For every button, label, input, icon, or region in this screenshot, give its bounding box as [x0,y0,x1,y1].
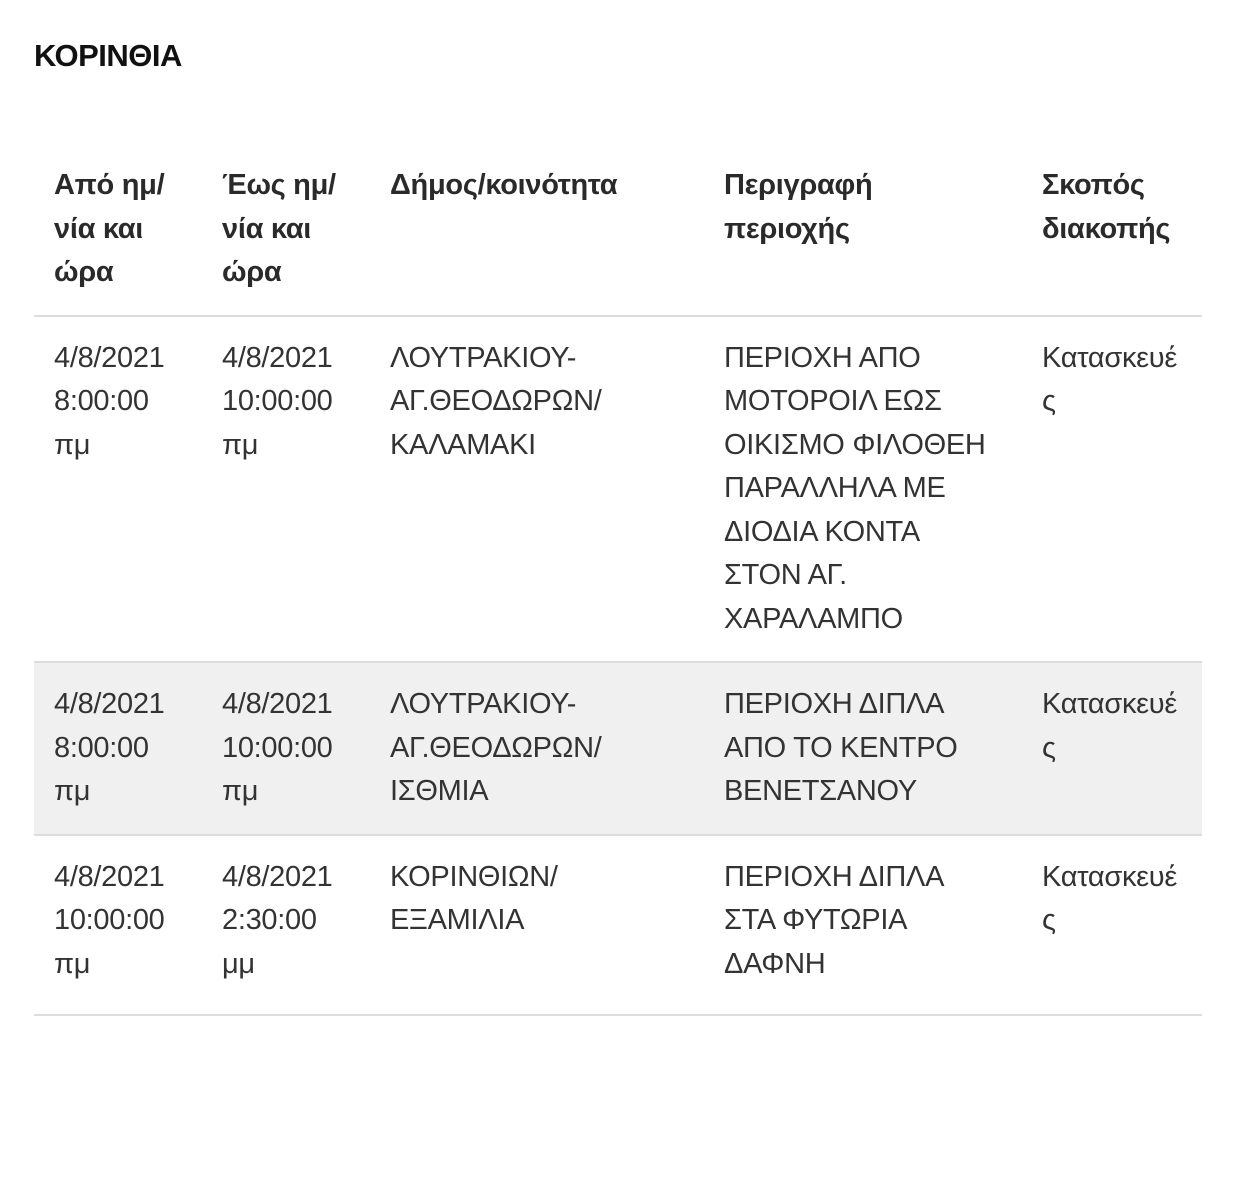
header-to-datetime: Έως ημ/νία και ώρα [202,160,370,316]
section-title: ΚΟΡΙΝΘΙΑ [34,38,182,73]
cell-from-datetime: 4/8/2021 8:00:00 πμ [34,316,202,663]
table-header-row [34,160,1202,316]
cell-to-datetime: 4/8/2021 2:30:00 μμ [202,835,370,1016]
table-body [34,316,1202,1016]
power-outage-table [34,160,1202,1016]
cell-from-datetime: 4/8/2021 8:00:00 πμ [34,662,202,835]
cell-area-description: ΠΕΡΙΟΧΗ ΔΙΠΛΑ ΑΠΟ ΤΟ ΚΕΝΤΡΟ ΒΕΝΕΤΣΑΝΟΥ [704,662,1022,835]
header-from-datetime: Από ημ/νία και ώρα [34,160,202,316]
cell-from-datetime: 4/8/2021 10:00:00 πμ [34,835,202,1016]
table-header [34,160,1202,316]
header-area-description: Περιγραφή περιοχής [704,160,1022,316]
table-row [34,835,1202,1016]
table-row [34,662,1202,835]
cell-purpose: Κατασκευές [1022,835,1202,1016]
power-outage-table-container [34,160,1202,1016]
cell-purpose: Κατασκευές [1022,662,1202,835]
cell-municipality: ΚΟΡΙΝΘΙΩΝ/ΕΞΑΜΙΛΙΑ [370,835,704,1016]
cell-to-datetime: 4/8/2021 10:00:00 πμ [202,316,370,663]
cell-purpose: Κατασκευές [1022,316,1202,663]
cell-municipality: ΛΟΥΤΡΑΚΙΟΥ-ΑΓ.ΘΕΟΔΩΡΩΝ/ΚΑΛΑΜΑΚΙ [370,316,704,663]
cell-municipality: ΛΟΥΤΡΑΚΙΟΥ-ΑΓ.ΘΕΟΔΩΡΩΝ/ΙΣΘΜΙΑ [370,662,704,835]
header-purpose: Σκοπός διακοπής [1022,160,1202,316]
cell-area-description: ΠΕΡΙΟΧΗ ΔΙΠΛΑ ΣΤΑ ΦΥΤΩΡΙΑ ΔΑΦΝΗ [704,835,1022,1016]
header-municipality: Δήμος/κοινότητα [370,160,704,316]
table-row [34,316,1202,663]
cell-area-description: ΠΕΡΙΟΧΗ ΑΠΟ ΜΟΤΟΡΟΙΛ ΕΩΣ ΟΙΚΙΣΜΟ ΦΙΛΟΘΕΗ ΠΑΡΑΛΛΗΛΑ ΜΕ ΔΙΟΔΙΑ ΚΟΝΤΑ ΣΤΟΝ ΑΓ. ΧΑΡΑΛΑΜΠΟ [704,316,1022,663]
cell-to-datetime: 4/8/2021 10:00:00 πμ [202,662,370,835]
